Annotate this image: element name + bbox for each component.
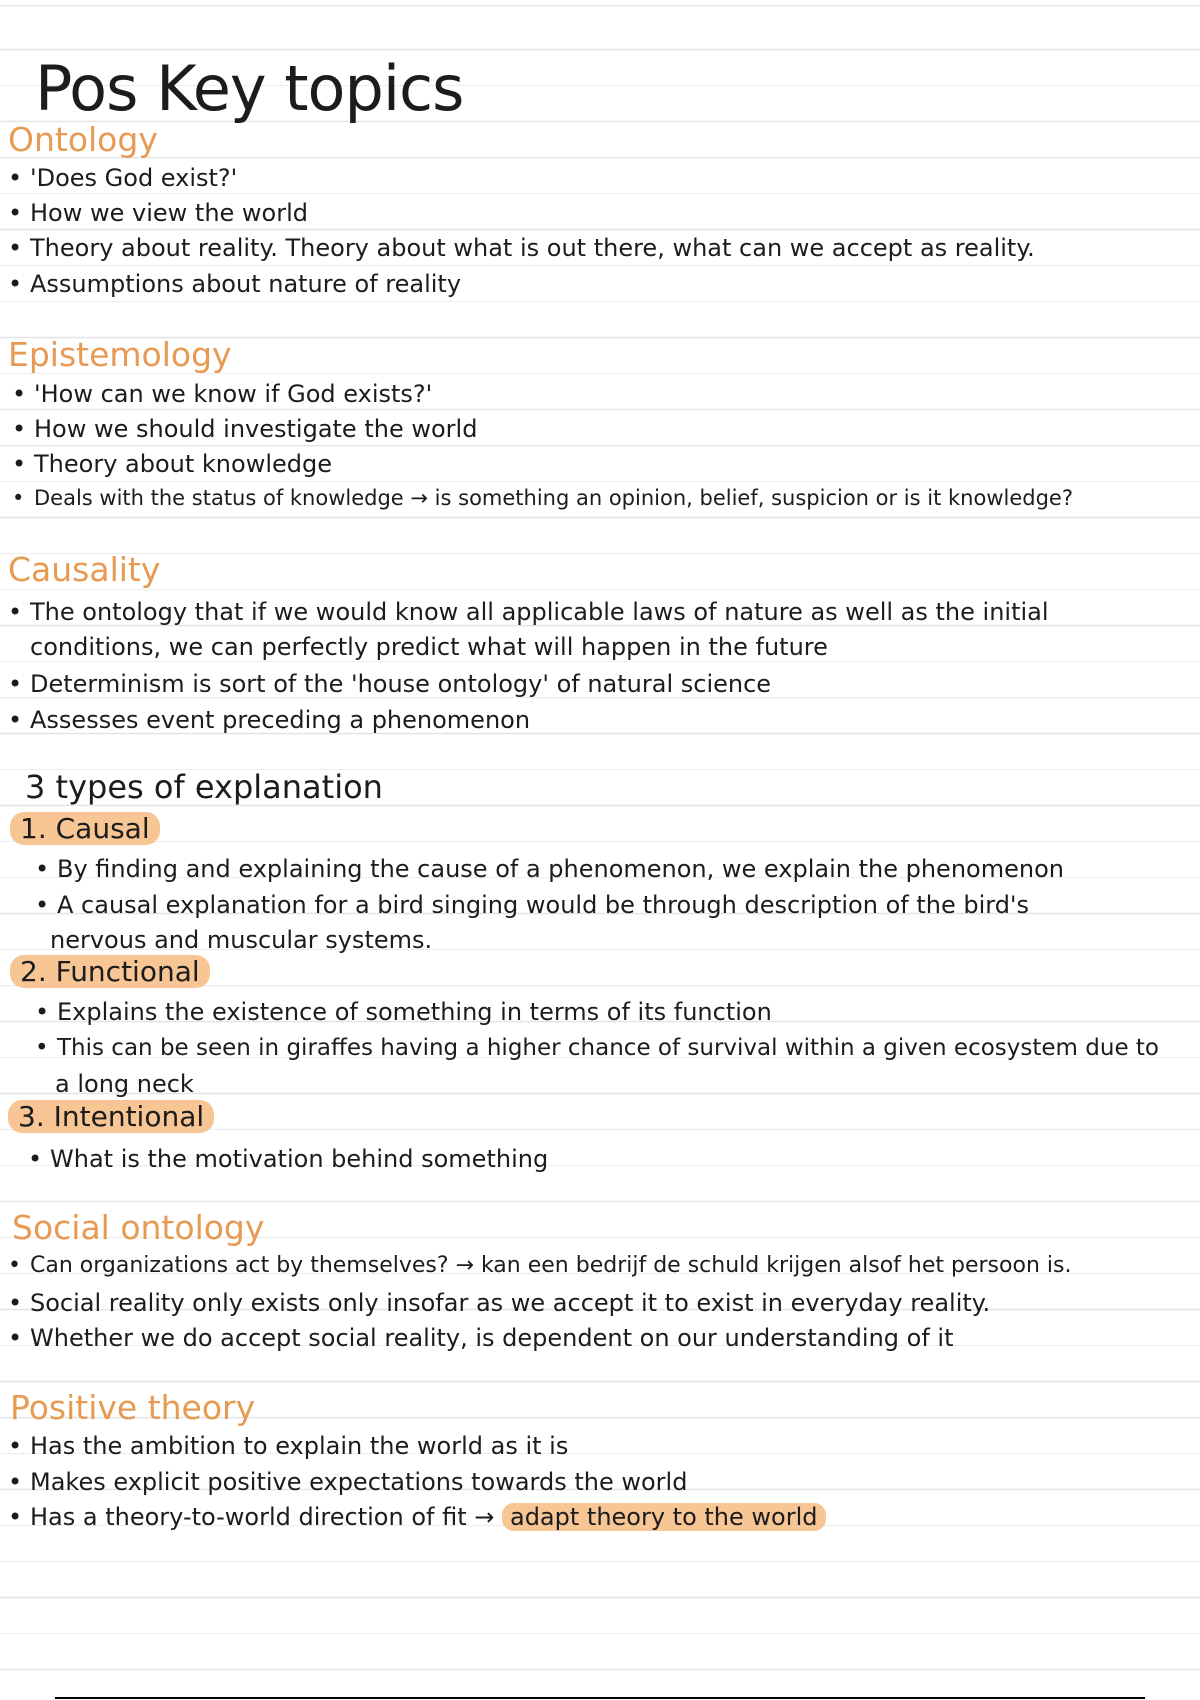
- causality-heading: Causality: [8, 550, 161, 589]
- positive-theory-heading: Positive theory: [10, 1388, 256, 1427]
- positive-theory-item: • Has the ambition to explain the world as it is: [8, 1432, 569, 1460]
- ontology-item: • How we view the world: [8, 199, 309, 227]
- causal-item: • By finding and explaining the cause of a phenomenon, we explain the phenomenon: [35, 855, 1064, 883]
- functional-label: 2. Functional: [10, 955, 210, 988]
- positive-theory-item: • Makes explicit positive expectations towards the world: [8, 1468, 688, 1496]
- intentional-item: • What is the motivation behind something: [28, 1145, 549, 1173]
- page-bottom-rule: [55, 1697, 1145, 1699]
- ontology-item: • Assumptions about nature of reality: [8, 270, 462, 298]
- ontology-item: • 'Does God exist?': [8, 164, 238, 192]
- causal-item-continued: nervous and muscular systems.: [50, 926, 433, 954]
- intentional-label: 3. Intentional: [8, 1100, 214, 1133]
- epistemology-item: • 'How can we know if God exists?': [12, 380, 433, 408]
- ontology-heading: Ontology: [8, 120, 158, 159]
- functional-item: • This can be seen in giraffes having a higher chance of survival within a given ecosystem due to: [35, 1035, 1159, 1061]
- functional-item-continued: a long neck: [55, 1070, 194, 1098]
- causality-item: • The ontology that if we would know all applicable laws of nature as well as the initial: [8, 598, 1049, 626]
- causality-item: • Assesses event preceding a phenomenon: [8, 706, 531, 734]
- social-ontology-heading: Social ontology: [12, 1208, 265, 1247]
- epistemology-item: • Deals with the status of knowledge → is something an opinion, belief, suspicion or is it knowledge?: [12, 486, 1073, 510]
- ontology-item: • Theory about reality. Theory about what is out there, what can we accept as reality.: [8, 234, 1035, 262]
- explanation-heading: 3 types of explanation: [25, 768, 383, 806]
- highlighted-phrase: adapt theory to the world: [502, 1503, 826, 1531]
- positive-theory-item: • Has a theory-to-world direction of fit → adapt theory to the world: [8, 1503, 826, 1531]
- causality-item: • Determinism is sort of the 'house ontology' of natural science: [8, 670, 772, 698]
- epistemology-heading: Epistemology: [8, 335, 232, 374]
- epistemology-item: • Theory about knowledge: [12, 450, 332, 478]
- functional-item: • Explains the existence of something in terms of its function: [35, 998, 772, 1026]
- epistemology-item: • How we should investigate the world: [12, 415, 478, 443]
- page-title: Pos Key topics: [35, 52, 464, 125]
- causal-item: • A causal explanation for a bird singing would be through description of the bird's: [35, 891, 1030, 919]
- social-ontology-item: • Social reality only exists only insofar as we accept it to exist in everyday reality.: [8, 1289, 991, 1317]
- causality-item-continued: conditions, we can perfectly predict what will happen in the future: [30, 633, 828, 661]
- social-ontology-item: • Whether we do accept social reality, is dependent on our understanding of it: [8, 1324, 954, 1352]
- causal-label: 1. Causal: [10, 812, 160, 845]
- social-ontology-item: • Can organizations act by themselves? → kan een bedrijf de schuld krijgen alsof het persoon is.: [8, 1253, 1072, 1278]
